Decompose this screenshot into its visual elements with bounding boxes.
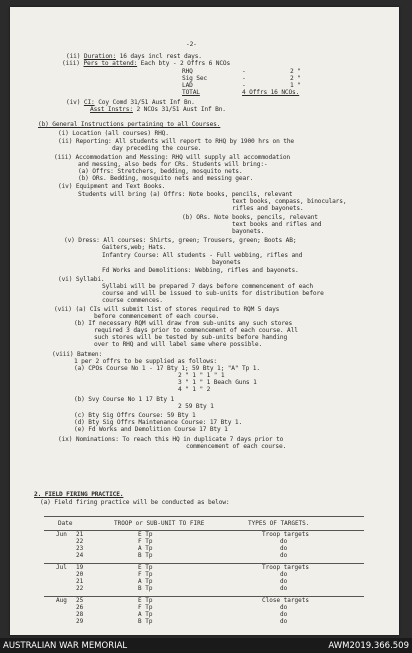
footer-source: AUSTRALIAN WAR MEMORIAL [3, 641, 128, 651]
troop-cell: A Tp [138, 611, 153, 618]
b-equip-offrs: Students will bring (a) Offrs: Note books, pencils, relevant [78, 191, 293, 198]
target-cell: Troop targets [262, 531, 309, 538]
b-dress-infantry: Infantry Course: All students - Full webbing, rifles and [102, 252, 303, 259]
table-row [44, 604, 364, 611]
b-batmen-d: (d) Bty Sig Offrs Maintenance Course: 17 Bty 1. [74, 419, 243, 426]
target-cell: do [280, 585, 288, 592]
b-stores-b-4: over to RHQ and will label same where possible. [94, 341, 263, 348]
section-2-intro: (a) Field firing practice will be conducted as below: [40, 499, 230, 506]
target-cell: do [280, 611, 288, 618]
b-batmen-c: (c) Bty Sig Offrs Course: 59 Bty 1 [74, 412, 196, 419]
b-equip-ors: (b) ORs. Note books, pencils, relevant [182, 214, 318, 221]
b-ors-bring: (b) ORs. Bedding, mosquito nets and messing gear. [78, 175, 254, 182]
b-equip-ors-3: bayonets. [232, 228, 265, 235]
date-cell: 20 [76, 571, 84, 578]
date-cell: Jun 21 [56, 531, 84, 538]
b-nominations-cont: commencement of each course. [186, 443, 287, 450]
table-row [44, 618, 364, 625]
date-cell: 22 [76, 538, 84, 545]
b-nominations: (ix) Nominations: To reach this HQ in duplicate 7 days prior to [58, 436, 284, 443]
table-row [44, 545, 364, 552]
troop-cell: E Tp [138, 597, 153, 604]
date-cell: 29 [76, 618, 84, 625]
b-syllabi-2: course and will be issued to sub-units for distribution before [102, 290, 324, 297]
col-troop: TROOP or SUB-UNIT TO FIRE [112, 517, 246, 531]
b-equip-ors-2: text books and rifles and [232, 221, 322, 228]
b-batmen-e: (e) Fd Works and Demolition Course 17 Bty 1 [74, 426, 228, 433]
target-cell: do [280, 604, 288, 611]
b-equipment: (iv) Equipment and Text Books. [58, 183, 166, 190]
target-cell: do [280, 545, 288, 552]
b-dress-cont: Gaiters,web; Hats. [102, 244, 167, 251]
troop-cell: B Tp [138, 552, 153, 559]
b-dress-fdworks: Fd Works and Demolitions: Webbing, rifles and bayonets. [102, 267, 299, 274]
col-date: Date [44, 517, 112, 531]
target-cell: do [280, 578, 288, 585]
table-row [44, 578, 364, 585]
section-b-heading: (b) General Instructions pertaining to all Courses. [38, 121, 221, 128]
b-offrs-bring: (a) Offrs: Stretchers, bedding, mosquito nets. [78, 168, 243, 175]
b-syllabi-3: course commences. [102, 297, 163, 304]
troop-cell: E Tp [138, 564, 153, 571]
b-batmen-intro: 1 per 2 offrs to be supplied as follows: [74, 358, 218, 365]
footer-accession: AWM2019.366.509 [328, 641, 409, 651]
troop-cell: A Tp [138, 578, 153, 585]
b-syllabi-title: (vi) Syllabi. [58, 276, 105, 283]
table-row [44, 611, 364, 618]
b-dress: (v) Dress: All courses: Shirts, green; Trousers, green; Boots AB; [64, 237, 297, 244]
duration-line: (ii) Duration: 16 days incl rest days. [66, 53, 202, 60]
troop-cell: F Tp [138, 571, 153, 578]
ci-line: (iv) CI: Coy Comd 31/51 Aust Inf Bn. [66, 99, 195, 106]
troop-cell: B Tp [138, 618, 153, 625]
target-cell: Close targets [262, 597, 309, 604]
date-cell: 24 [76, 552, 84, 559]
target-cell: do [280, 618, 288, 625]
b-batmen-b1: (b) Svy Course No 1 17 Bty 1 [74, 396, 175, 403]
document-page [10, 7, 399, 635]
table-row [44, 538, 364, 545]
b-batmen-a1: (a) CPOs Course No 1 - 17 Bty 1; 59 Bty 1; "A" Tp 1. [74, 365, 260, 372]
table-row [44, 552, 364, 559]
b-batmen-b2: 2 59 Bty 1 [178, 403, 214, 410]
b-batmen-title: (viii) Batmen: [52, 351, 103, 358]
asst-instrs-line: Asst Instrs: 2 NCOs 31/51 Aust Inf Bn. [90, 106, 226, 113]
date-cell: 26 [76, 604, 84, 611]
b-stores-b: (b) If necessary RQM will draw from sub-units any such stores [74, 320, 293, 327]
b-equip-offrs-2: text books, compass, binoculars, [232, 198, 347, 205]
section-2-heading: 2. FIELD FIRING PRACTICE. [34, 491, 124, 498]
troop-cell: A Tp [138, 545, 153, 552]
pers-lad: LAD - 1 " [182, 82, 301, 89]
b-accommodation-cont: and messing, also beds for CRs. Students will bring:- [78, 161, 268, 168]
target-cell: Troop targets [262, 564, 309, 571]
table-row [44, 585, 364, 592]
b-batmen-a3: 3 " 1 " 1 Beach Guns 1 [178, 379, 257, 386]
b-reporting: (ii) Reporting: All students will report to RHQ by 1900 hrs on the [58, 138, 294, 145]
table-header-row [44, 517, 364, 531]
col-targets: TYPES OF TARGETS. [246, 517, 364, 531]
date-cell: Aug 25 [56, 597, 84, 604]
target-cell: do [280, 571, 288, 578]
pers-sigsec: Sig Sec - 2 " [182, 75, 301, 82]
b-stores-a: (vii) (a) CIs will submit list of stores required to RQM 5 days [54, 306, 280, 313]
b-stores-b-2: required 3 days prior to commencement of each course. All [94, 327, 298, 334]
table-row [44, 597, 364, 605]
pers-line: (iii) Pers to attend: Each bty - 2 Offrs 6 NCOs [62, 60, 231, 67]
date-cell: 28 [76, 611, 84, 618]
b-dress-infantry-cont: bayonets [212, 259, 241, 266]
b-batmen-a2: 2 " 1 " 1 " 1 [178, 372, 225, 379]
date-cell: Jul 19 [56, 564, 84, 571]
troop-cell: F Tp [138, 604, 153, 611]
table-row [44, 571, 364, 578]
date-cell: 23 [76, 545, 84, 552]
b-equip-offrs-3: rifles and bayonets. [232, 205, 304, 212]
target-cell: do [280, 538, 288, 545]
b-reporting-cont: day preceding the course. [112, 145, 202, 152]
troop-cell: B Tp [138, 585, 153, 592]
b-location: (i) Location (all courses) RHQ. [58, 130, 169, 137]
table-row [44, 564, 364, 572]
pers-rhq: RHQ - 2 " [182, 68, 301, 75]
field-firing-table [44, 516, 364, 625]
pers-total: TOTAL 4 Offrs 16 NCOs. [182, 89, 300, 96]
page-number: -2- [186, 41, 197, 48]
footer-bar [0, 638, 412, 653]
b-stores-b-3: such stores will be tested by sub-units before handing [94, 334, 288, 341]
target-cell: do [280, 552, 288, 559]
date-cell: 22 [76, 585, 84, 592]
table-row [44, 531, 364, 539]
date-cell: 21 [76, 578, 84, 585]
troop-cell: E Tp [138, 531, 153, 538]
b-batmen-a4: 4 " 1 " 2 [178, 386, 211, 393]
b-accommodation: (iii) Accommodation and Messing: RHQ will supply all accommodation [54, 154, 290, 161]
b-syllabi-1: Syllabi will be prepared 7 days before commencement of each [102, 283, 313, 290]
troop-cell: F Tp [138, 538, 153, 545]
b-stores-a-cont: before commencement of each course. [94, 313, 220, 320]
